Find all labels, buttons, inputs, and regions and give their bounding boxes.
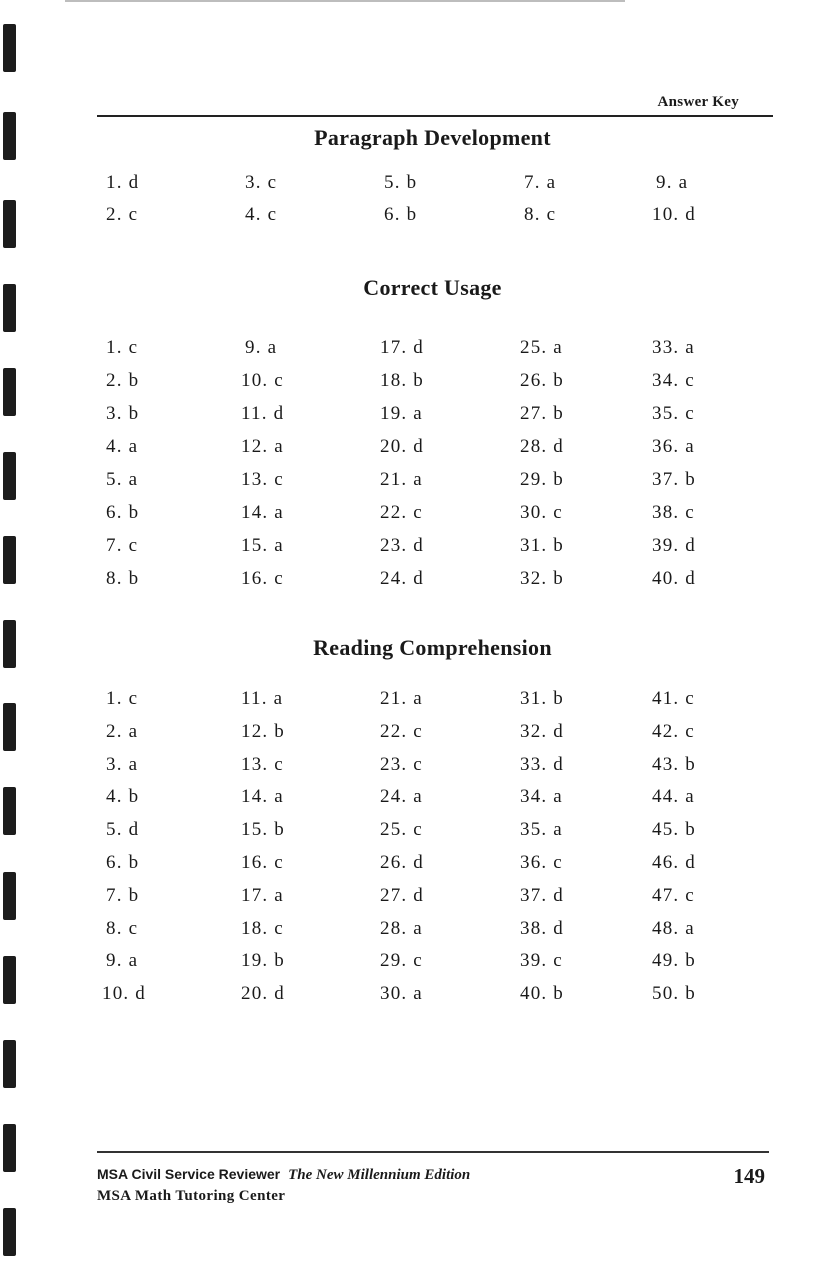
answer-item: 4. b xyxy=(106,786,140,808)
answer-item: 24. a xyxy=(380,786,423,808)
answer-item: 6. b xyxy=(384,204,418,225)
answer-item: 5. d xyxy=(106,819,140,841)
answer-item: 46. d xyxy=(652,852,696,873)
answer-item: 8. b xyxy=(106,568,140,589)
answer-item: 26. d xyxy=(380,852,424,873)
answer-item: 26. b xyxy=(520,370,564,391)
binding-hole xyxy=(3,787,16,835)
answer-item: 20. d xyxy=(241,983,285,1005)
answer-item: 42. c xyxy=(652,720,695,742)
answer-item: 5. b xyxy=(384,172,418,193)
answer-item: 21. a xyxy=(380,688,423,709)
page-number: 149 xyxy=(733,1164,765,1188)
answer-item: 15. b xyxy=(241,819,285,841)
answer-item: 9. a xyxy=(656,172,689,193)
binding-hole xyxy=(3,1208,16,1256)
answer-item: 1. c xyxy=(106,688,139,709)
answer-item: 38. d xyxy=(520,917,564,939)
answer-item: 49. b xyxy=(652,950,696,972)
answer-item: 11. d xyxy=(241,403,285,424)
answer-item: 37. b xyxy=(652,469,696,490)
answer-item: 10. d xyxy=(652,204,696,225)
section-title: Reading Comprehension xyxy=(313,635,552,660)
answer-item: 27. b xyxy=(520,403,564,424)
answer-item: 37. d xyxy=(520,884,564,906)
answer-item: 4. a xyxy=(106,436,139,457)
answer-item: 7. b xyxy=(106,884,140,906)
answer-item: 23. c xyxy=(380,753,423,775)
answer-item: 8. c xyxy=(524,204,557,225)
answer-item: 33. d xyxy=(520,753,564,775)
answer-item: 10. c xyxy=(241,370,284,391)
section-title: Correct Usage xyxy=(363,275,502,300)
binding-hole xyxy=(3,872,16,920)
answer-item: 38. c xyxy=(652,502,695,523)
answer-item: 30. c xyxy=(520,502,563,523)
answer-item: 50. b xyxy=(652,983,696,1005)
answer-item: 25. a xyxy=(520,337,563,358)
answer-item: 32. b xyxy=(520,568,564,589)
answer-item: 13. c xyxy=(241,753,284,775)
answer-item: 2. b xyxy=(106,370,140,391)
answer-item: 30. a xyxy=(380,983,423,1005)
answer-item: 6. b xyxy=(106,502,140,523)
answer-item: 14. a xyxy=(241,502,284,523)
answer-item: 5. a xyxy=(106,469,139,490)
answer-item: 3. c xyxy=(245,172,278,193)
answer-item: 18. c xyxy=(241,917,284,939)
answer-item: 27. d xyxy=(380,884,424,906)
answer-item: 6. b xyxy=(106,852,140,873)
section-title: Paragraph Development xyxy=(314,125,551,150)
answer-item: 3. a xyxy=(106,753,139,775)
answer-item: 28. d xyxy=(520,436,564,457)
answer-item: 33. a xyxy=(652,337,695,358)
answer-item: 48. a xyxy=(652,917,695,939)
answer-item: 34. c xyxy=(652,370,695,391)
answer-item: 2. a xyxy=(106,720,139,742)
answer-item: 35. c xyxy=(652,403,695,424)
answer-item: 19. b xyxy=(241,950,285,972)
answer-item: 14. a xyxy=(241,786,284,808)
answer-item: 16. c xyxy=(241,852,284,873)
footer-rule xyxy=(97,1151,769,1153)
answer-item: 29. b xyxy=(520,469,564,490)
answer-item: 28. a xyxy=(380,917,423,939)
answer-item: 32. d xyxy=(520,720,564,742)
answer-item: 17. d xyxy=(380,337,424,358)
answer-item: 12. b xyxy=(241,720,285,742)
top-edge-rule xyxy=(65,0,625,2)
header-rule xyxy=(97,115,773,117)
answer-item: 39. d xyxy=(652,535,696,556)
answer-item: 10. d xyxy=(102,983,146,1005)
answer-item: 15. a xyxy=(241,535,284,556)
binding-hole xyxy=(3,200,16,248)
answer-item: 24. d xyxy=(380,568,424,589)
answer-item: 22. c xyxy=(380,720,423,742)
answer-item: 31. b xyxy=(520,688,564,709)
binding-hole xyxy=(3,452,16,500)
answer-item: 9. a xyxy=(106,950,139,972)
answer-item: 40. b xyxy=(520,983,564,1005)
binding-hole xyxy=(3,1124,16,1172)
binding-hole xyxy=(3,703,16,751)
answer-item: 1. c xyxy=(106,337,139,358)
answer-item: 35. a xyxy=(520,819,563,841)
answer-item: 8. c xyxy=(106,917,139,939)
answer-item: 34. a xyxy=(520,786,563,808)
answer-item: 9. a xyxy=(245,337,278,358)
answer-item: 25. c xyxy=(380,819,423,841)
binding-hole xyxy=(3,368,16,416)
answer-item: 1. d xyxy=(106,172,140,193)
answer-item: 11. a xyxy=(241,688,284,709)
binding-hole xyxy=(3,1040,16,1088)
binding-hole xyxy=(3,24,16,72)
answer-item: 47. c xyxy=(652,884,695,906)
answer-item: 2. c xyxy=(106,204,139,225)
answer-item: 20. d xyxy=(380,436,424,457)
answer-item: 44. a xyxy=(652,786,695,808)
answer-item: 7. c xyxy=(106,535,139,556)
binding-hole xyxy=(3,536,16,584)
answer-item: 4. c xyxy=(245,204,278,225)
footer-book-line xyxy=(97,1166,470,1184)
answer-item: 23. d xyxy=(380,535,424,556)
footer-edition: The New Millennium Edition xyxy=(288,1167,471,1183)
answer-item: 21. a xyxy=(380,469,423,490)
answer-item: 17. a xyxy=(241,884,284,906)
answer-item: 13. c xyxy=(241,469,284,490)
footer-publisher: MSA Math Tutoring Center xyxy=(97,1188,286,1204)
answer-item: 36. c xyxy=(520,852,563,873)
answer-item: 7. a xyxy=(524,172,557,193)
answer-item: 40. d xyxy=(652,568,696,589)
answer-item: 43. b xyxy=(652,753,696,775)
answer-item: 31. b xyxy=(520,535,564,556)
answer-item: 22. c xyxy=(380,502,423,523)
answer-item: 39. c xyxy=(520,950,563,972)
answer-item: 29. c xyxy=(380,950,423,972)
footer-book-title: MSA Civil Service Reviewer xyxy=(97,1166,281,1182)
answer-item: 12. a xyxy=(241,436,284,457)
answer-item: 45. b xyxy=(652,819,696,841)
answer-item: 18. b xyxy=(380,370,424,391)
answer-item: 41. c xyxy=(652,688,695,709)
answer-item: 36. a xyxy=(652,436,695,457)
binding-hole xyxy=(3,956,16,1004)
answer-item: 16. c xyxy=(241,568,284,589)
running-head: Answer Key xyxy=(657,94,739,110)
answer-item: 19. a xyxy=(380,403,423,424)
answer-item: 3. b xyxy=(106,403,140,424)
